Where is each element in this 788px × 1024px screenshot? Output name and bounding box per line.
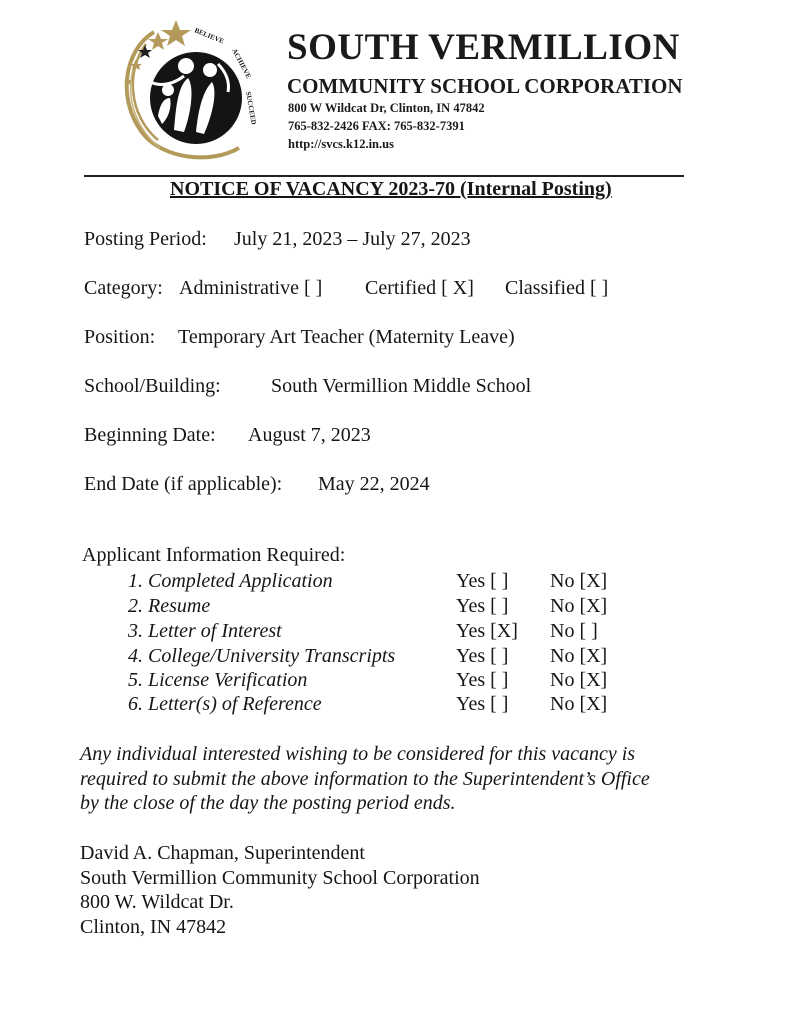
end-date-label: End Date (if applicable):: [84, 473, 283, 495]
instructions-paragraph: [80, 742, 720, 816]
position-value: Temporary Art Teacher (Maternity Leave): [178, 326, 515, 348]
requirement-yes: Yes [ ]: [456, 693, 509, 715]
posting-period-row: [84, 228, 471, 251]
requirement-name: 2. Resume: [128, 595, 211, 617]
org-name: SOUTH VERMILLION: [287, 27, 680, 68]
beginning-date-value: August 7, 2023: [248, 424, 371, 446]
requirement-no: No [X]: [550, 669, 608, 691]
requirement-name: 3. Letter of Interest: [128, 620, 282, 642]
beginning-date-row: [84, 424, 371, 447]
end-date-value: May 22, 2024: [318, 473, 430, 495]
signature-street: 800 W. Wildcat Dr.: [80, 891, 234, 913]
school-logo: [114, 20, 264, 164]
requirement-name: 5. License Verification: [128, 669, 308, 691]
school-label: School/Building:: [84, 375, 221, 397]
requirements-heading: Applicant Information Required:: [82, 544, 346, 566]
requirement-name: 6. Letter(s) of Reference: [128, 693, 322, 715]
end-date-row: [84, 473, 430, 496]
requirement-yes: Yes [ ]: [456, 570, 509, 592]
requirement-name: 4. College/University Transcripts: [128, 645, 396, 667]
requirement-no: No [X]: [550, 693, 608, 715]
position-row: [84, 326, 515, 349]
header-divider: [84, 175, 684, 177]
requirement-no: No [X]: [550, 570, 608, 592]
svg-text:ACHIEVE: ACHIEVE: [230, 47, 253, 80]
school-value: South Vermillion Middle School: [271, 375, 532, 397]
school-row: [84, 375, 532, 398]
signature-city: Clinton, IN 47842: [80, 915, 227, 938]
position-label: Position:: [84, 326, 156, 348]
instructions-line: Any individual interested wishing to be considered for this vacancy is: [80, 743, 636, 765]
requirement-yes: Yes [ ]: [456, 645, 509, 667]
category-certified: Certified [ X]: [365, 277, 474, 299]
posting-period-value: July 21, 2023 – July 27, 2023: [234, 228, 471, 250]
signature-name: David A. Chapman, Superintendent: [80, 842, 365, 864]
requirement-no: No [ ]: [550, 620, 598, 642]
org-address: 800 W Wildcat Dr, Clinton, IN 47842: [288, 101, 485, 115]
svg-text:SUCCEED: SUCCEED: [244, 90, 258, 126]
requirement-yes: Yes [ ]: [456, 669, 509, 691]
org-subtitle: COMMUNITY SCHOOL CORPORATION: [287, 74, 683, 98]
category-label: Category:: [84, 277, 163, 299]
instructions-line: required to submit the above information to the Superintendent’s Office: [80, 767, 650, 790]
category-administrative: Administrative [ ]: [179, 277, 323, 299]
notice-title: NOTICE OF VACANCY 2023-70 (Internal Posting): [170, 178, 612, 200]
requirement-no: No [X]: [550, 595, 608, 617]
beginning-date-label: Beginning Date:: [84, 424, 216, 446]
instructions-line: by the close of the day the posting period ends.: [80, 792, 456, 814]
org-website: http://svcs.k12.in.us: [288, 137, 394, 151]
posting-period-label: Posting Period:: [84, 228, 207, 250]
signature-organization: South Vermillion Community School Corporation: [80, 866, 480, 889]
requirement-yes: Yes [ ]: [456, 595, 509, 617]
requirement-name: 1. Completed Application: [128, 570, 333, 592]
svg-text:BELIEVE: BELIEVE: [193, 26, 226, 46]
signature-block: [80, 841, 480, 939]
category-classified: Classified [ ]: [505, 277, 609, 299]
requirement-no: No [X]: [550, 645, 608, 667]
requirement-yes: Yes [X]: [456, 620, 518, 642]
category-row: [84, 277, 609, 300]
org-phone-fax: 765-832-2426 FAX: 765-832-7391: [288, 119, 465, 133]
